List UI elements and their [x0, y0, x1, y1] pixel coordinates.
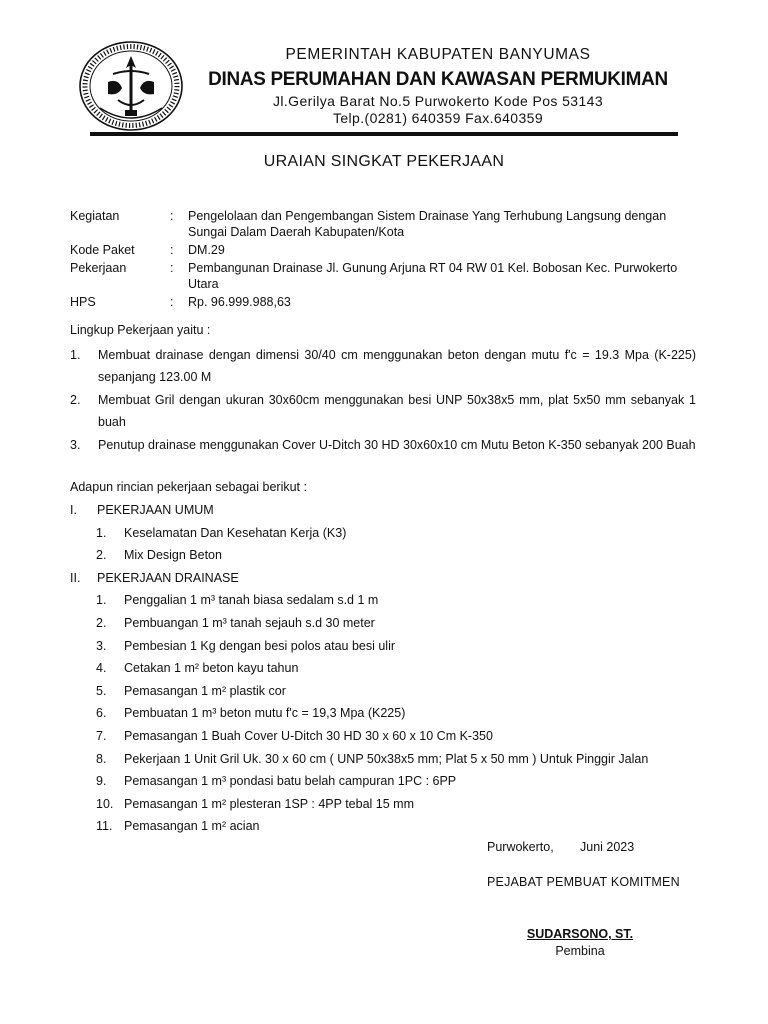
scope-item [70, 344, 696, 388]
signatory-role: PEJABAT PEMBUAT KOMITMEN [487, 875, 680, 889]
info-label: Kegiatan [70, 209, 120, 223]
item-text: Cetakan 1 m² beton kayu tahun [124, 661, 299, 676]
item-number: 4. [96, 661, 107, 676]
signature-date: Juni 2023 [580, 840, 635, 854]
item-number: 7. [96, 728, 107, 743]
item-text: Pembuangan 1 m³ tanah sejauh s.d 30 meter [124, 615, 375, 630]
section-title: PEKERJAAN DRAINASE [97, 570, 239, 585]
scope-text: Membuat drainase dengan dimensi 30/40 cm menggunakan beton dengan mutu f'c = 19.3 Mpa (K-225) sepanjang 123.00 M [98, 348, 696, 384]
scope-number: 3. [70, 438, 81, 452]
section-heading [70, 568, 710, 591]
section-heading [70, 500, 710, 523]
item-number: 5. [96, 683, 107, 698]
scope-intro: Lingkup Pekerjaan yaitu : [70, 323, 211, 337]
scope-item [70, 389, 696, 433]
list-item [70, 590, 710, 613]
signatory-rank: Pembina [555, 944, 605, 958]
info-value: Pembangunan Drainase Jl. Gunung Arjuna RT 04 RW 01 Kel. Bobosan Kec. Purwokerto Utara [188, 261, 678, 291]
info-value: Pengelolaan dan Pengembangan Sistem Drainase Yang Terhubung Langsung dengan Sungai Dalam Daerah Kabupaten/Kota [188, 209, 667, 239]
list-item [70, 703, 710, 726]
letterhead-phone: Telp.(0281) 640359 Fax.640359 [332, 110, 544, 126]
item-number: 11. [96, 819, 113, 834]
item-number: 9. [96, 774, 107, 789]
item-text: Mix Design Beton [124, 548, 222, 563]
item-text: Pemasangan 1 m³ pondasi batu belah campuran 1PC : 6PP [124, 774, 457, 789]
document-title: URAIAN SINGKAT PEKERJAAN [263, 153, 505, 170]
list-item [70, 681, 710, 704]
scope-number: 1. [70, 348, 81, 362]
info-label: HPS [70, 295, 96, 309]
letterhead-agency: DINAS PERUMAHAN DAN KAWASAN PERMUKIMAN [208, 68, 668, 90]
info-value: Rp. 96.999.988,63 [188, 295, 291, 309]
list-item [70, 794, 710, 817]
list-item [70, 726, 710, 749]
info-label: Pekerjaan [70, 261, 127, 275]
item-number: 8. [96, 751, 107, 766]
scope-text: Penutup drainase menggunakan Cover U-Ditch 30 HD 30x60x10 cm Mutu Beton K-350 sebanyak 200 Buah [98, 438, 696, 452]
list-item [70, 636, 710, 659]
item-number: 10. [96, 796, 114, 811]
item-text: Pembesian 1 Kg dengan besi polos atau besi ulir [124, 638, 396, 653]
info-row-hps [70, 294, 710, 310]
work-breakdown [70, 500, 710, 839]
info-label: Kode Paket [70, 243, 135, 257]
letterhead-address: Jl.Gerilya Barat No.5 Purwokerto Kode Pos 53143 [272, 93, 604, 109]
item-number: 3. [96, 638, 107, 653]
signatory-name: SUDARSONO, ST. [526, 927, 634, 941]
scope-text: Membuat Gril dengan ukuran 30x60cm menggunakan besi UNP 50x38x5 mm, plat 5x50 mm sebanyak 1 buah [98, 393, 696, 429]
item-text: Pekerjaan 1 Unit Gril Uk. 30 x 60 cm ( UNP 50x38x5 mm; Plat 5 x 50 mm ) Untuk Pinggir Jalan [124, 751, 649, 766]
info-colon: : [170, 261, 174, 275]
banyumas-regency-seal-icon [78, 38, 184, 134]
letterhead-divider [90, 132, 678, 136]
letterhead-government: PEMERINTAH KABUPATEN BANYUMAS [285, 46, 591, 63]
scope-item [70, 434, 696, 456]
list-item [70, 749, 710, 772]
info-row-kegiatan [70, 208, 710, 240]
scope-list [70, 344, 696, 457]
info-value: DM.29 [188, 243, 225, 257]
item-number: 1. [96, 525, 107, 540]
package-info [70, 208, 710, 312]
item-text: Pemasangan 1 Buah Cover U-Ditch 30 HD 30 x 60 x 10 Cm K-350 [124, 728, 493, 743]
section-numeral: II. [70, 570, 81, 585]
signature-place: Purwokerto, [487, 840, 554, 854]
detail-intro: Adapun rincian pekerjaan sebagai berikut : [70, 480, 307, 494]
item-text: Keselamatan Dan Kesehatan Kerja (K3) [124, 525, 347, 540]
info-colon: : [170, 243, 174, 257]
item-text: Penggalian 1 m³ tanah biasa sedalam s.d 1 m [124, 593, 379, 608]
list-item [70, 658, 710, 681]
item-number: 2. [96, 615, 107, 630]
list-item [70, 523, 710, 546]
item-text: Pemasangan 1 m² plesteran 1SP : 4PP tebal 15 mm [124, 796, 414, 811]
info-colon: : [170, 295, 174, 309]
item-number: 2. [96, 548, 107, 563]
info-row-pekerjaan [70, 260, 710, 292]
info-colon: : [170, 209, 174, 223]
section-numeral: I. [70, 503, 77, 517]
item-text: Pembuatan 1 m³ beton mutu f'c = 19,3 Mpa (K225) [124, 706, 406, 721]
list-item [70, 545, 710, 568]
item-number: 1. [96, 593, 107, 608]
list-item [70, 816, 710, 839]
section-title: PEKERJAAN UMUM [97, 503, 214, 517]
list-item [70, 613, 710, 636]
scope-number: 2. [70, 393, 81, 407]
item-text: Pemasangan 1 m² acian [124, 819, 260, 834]
item-number: 6. [96, 706, 107, 721]
info-row-kode-paket [70, 242, 710, 258]
item-text: Pemasangan 1 m² plastik cor [124, 683, 286, 698]
list-item [70, 771, 710, 794]
